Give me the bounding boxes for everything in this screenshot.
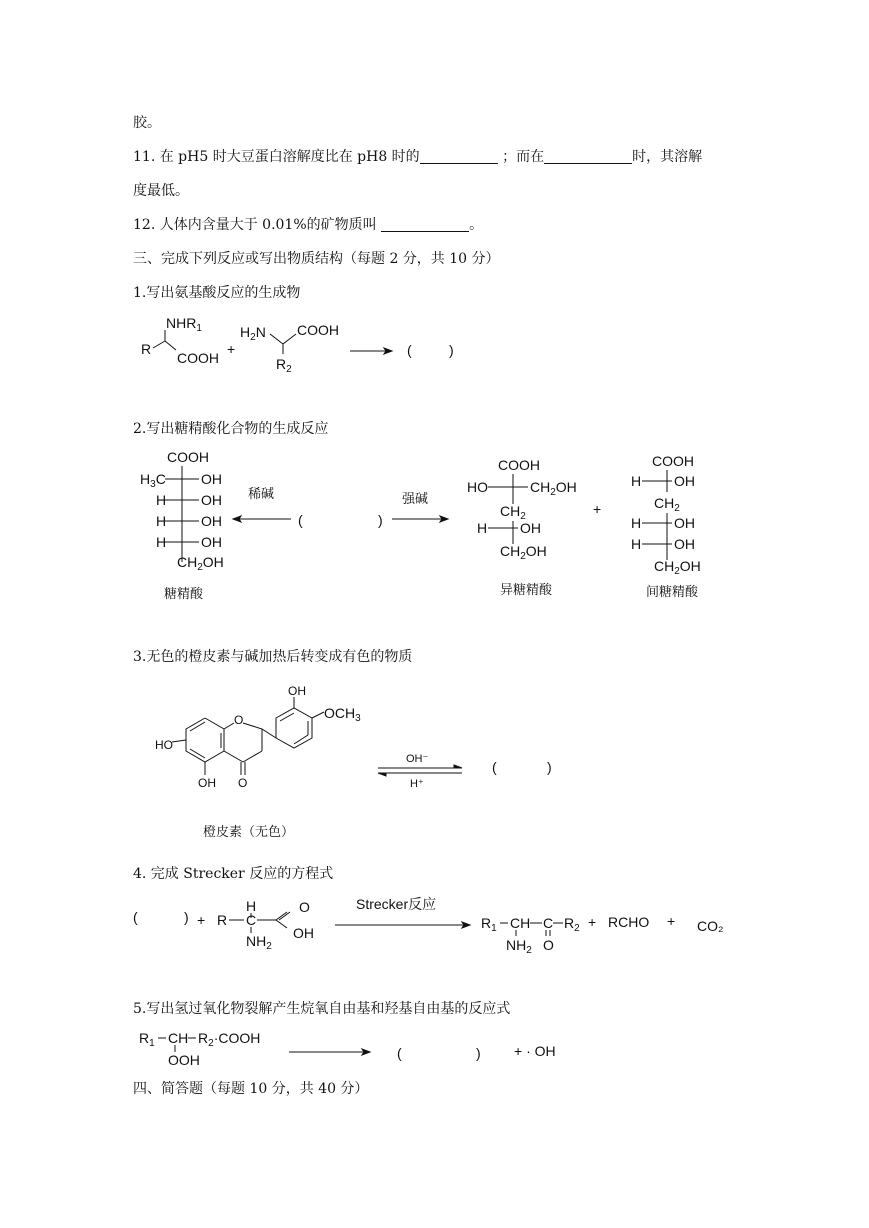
svg-text:H: H <box>156 492 167 508</box>
svg-text:): ) <box>476 1045 481 1061</box>
svg-text:+: + <box>667 913 676 929</box>
svg-text:COOH: COOH <box>177 350 219 366</box>
meta-saccharinic-acid <box>631 453 701 600</box>
svg-text:CH: CH <box>168 1030 189 1046</box>
svg-text:CH: CH <box>510 915 531 931</box>
svg-text:OH⁻: OH⁻ <box>406 753 429 765</box>
svg-text:+: + <box>227 341 236 357</box>
svg-text:CH2OH: $CH_2OH$ <box>654 558 701 577</box>
svg-text:+ · OH: + · OH <box>514 1043 556 1059</box>
svg-text:C: C <box>246 912 257 928</box>
reaction-4 <box>133 896 723 956</box>
svg-text:OH: OH <box>293 925 314 941</box>
text-line: 胶。 <box>133 115 161 131</box>
question-heading: 2.写出糖精酸化合物的生成反应 <box>133 421 329 437</box>
hesperetin-structure <box>155 684 361 840</box>
svg-text:H: H <box>631 536 642 552</box>
svg-text:(: ( <box>492 759 497 775</box>
svg-text:H: H <box>477 520 488 536</box>
svg-text:橙皮素（无色）: 橙皮素（无色） <box>203 825 295 840</box>
svg-text:H: H <box>631 473 642 489</box>
svg-text:R: R <box>141 341 152 357</box>
svg-text:CH2: $CH_2$ <box>654 495 680 514</box>
iso-saccharinic-acid <box>467 457 577 598</box>
svg-text:COOH: COOH <box>498 457 540 473</box>
svg-text:R2·COOH: $R_2\cdot COOH$ <box>198 1030 261 1049</box>
svg-text:CH2OH: $CH_2OH$ <box>500 543 547 562</box>
text-line: 度最低。 <box>133 183 189 199</box>
svg-text:糖精酸: 糖精酸 <box>164 587 204 602</box>
svg-text:COOH: COOH <box>167 449 209 465</box>
svg-text:O: O <box>299 899 310 915</box>
svg-text:OH: OH <box>520 520 541 536</box>
svg-text:H3C: $H_3C$ <box>140 471 166 490</box>
svg-text:HO: HO <box>467 479 488 495</box>
svg-text:Strecker反应: Strecker反应 <box>356 896 437 912</box>
svg-text:间糖精酸: 间糖精酸 <box>646 585 699 600</box>
svg-text:H: H <box>246 898 257 914</box>
svg-text:): ) <box>378 512 383 528</box>
svg-text:R1: $R_1$ <box>481 915 497 934</box>
svg-text:HO: HO <box>155 738 173 752</box>
question-heading: 5.写出氢过氧化物裂解产生烷氧自由基和羟基自由基的反应式 <box>133 1001 511 1017</box>
svg-text:(: ( <box>407 342 412 358</box>
svg-text:H2N: $H_2N$ <box>240 324 266 343</box>
svg-text:OH: OH <box>201 471 222 487</box>
svg-text:稀碱: 稀碱 <box>248 487 275 502</box>
svg-text:R: R <box>217 912 228 928</box>
reaction-5 <box>139 1030 556 1068</box>
svg-text:O: O <box>238 776 248 790</box>
svg-text:OH: OH <box>201 492 222 508</box>
svg-text:C: C <box>543 915 554 931</box>
svg-text:NHR1: $NHR_1$ <box>166 315 202 334</box>
svg-text:H: H <box>631 515 642 531</box>
svg-text:O: O <box>543 937 554 953</box>
question-12: 12. 人体内含量大于 0.01%的矿物质叫 。 <box>133 217 484 233</box>
question-heading: 3.无色的橙皮素与碱加热后转变成有色的物质 <box>133 649 413 665</box>
svg-text:H: H <box>156 534 167 550</box>
svg-text:COOH: COOH <box>297 322 339 338</box>
svg-text:COOH: COOH <box>652 453 694 469</box>
svg-text:(: ( <box>298 512 303 528</box>
reaction-1 <box>141 315 454 375</box>
svg-text:OOH: OOH <box>168 1052 200 1068</box>
svg-text:RCHO: RCHO <box>608 914 650 930</box>
svg-text:OH: OH <box>674 515 695 531</box>
svg-text:+: + <box>593 501 602 517</box>
question-heading: 4. 完成 Strecker 反应的方程式 <box>133 866 334 882</box>
reaction-2-arrows <box>233 486 448 528</box>
svg-text:OH: OH <box>201 513 222 529</box>
svg-text:(: ( <box>133 909 138 925</box>
svg-text:O: O <box>234 713 244 727</box>
svg-text:R2: $R_2$ <box>564 915 580 934</box>
svg-text:CO₂: CO₂ <box>697 918 724 934</box>
svg-text:): ) <box>449 342 454 358</box>
svg-text:H: H <box>156 513 167 529</box>
svg-text:OH: OH <box>674 473 695 489</box>
reaction-3-arrows <box>378 753 552 790</box>
svg-text:CH2OH: $CH_2OH$ <box>177 554 224 573</box>
svg-text:OH: OH <box>198 776 216 790</box>
svg-text:H⁺: H⁺ <box>410 778 424 790</box>
saccharinic-acid <box>140 449 224 602</box>
svg-text:OCH3: $OCH_3$ <box>324 705 361 724</box>
svg-text:强碱: 强碱 <box>402 492 429 507</box>
question-heading: 1.写出氨基酸反应的生成物 <box>133 285 301 301</box>
svg-text:+: + <box>588 914 597 930</box>
question-11: 11. 在 pH5 时大豆蛋白溶解度比在 pH8 时的 ；而在 时，其溶解 <box>133 149 703 165</box>
section-heading: 四、简答题（每题 10 分，共 40 分） <box>133 1081 369 1097</box>
svg-text:异糖精酸: 异糖精酸 <box>500 583 553 598</box>
svg-text:OH: OH <box>674 536 695 552</box>
svg-text:R1: $R_1$ <box>139 1030 155 1049</box>
section-heading: 三、完成下列反应或写出物质结构（每题 2 分，共 10 分） <box>133 251 500 267</box>
svg-text:CH2OH: $CH_2OH$ <box>530 479 577 498</box>
svg-text:+: + <box>197 912 206 928</box>
svg-text:OH: OH <box>201 534 222 550</box>
svg-text:CH2: $CH_2$ <box>500 503 526 522</box>
svg-text:NH2: $NH_2$ <box>506 937 532 956</box>
svg-text:): ) <box>184 909 189 925</box>
svg-text:(: ( <box>397 1045 402 1061</box>
svg-text:R2: $R_2$ <box>276 356 292 375</box>
svg-text:OH: OH <box>288 684 306 698</box>
svg-text:NH2: $NH_2$ <box>246 933 272 952</box>
svg-text:): ) <box>547 759 552 775</box>
